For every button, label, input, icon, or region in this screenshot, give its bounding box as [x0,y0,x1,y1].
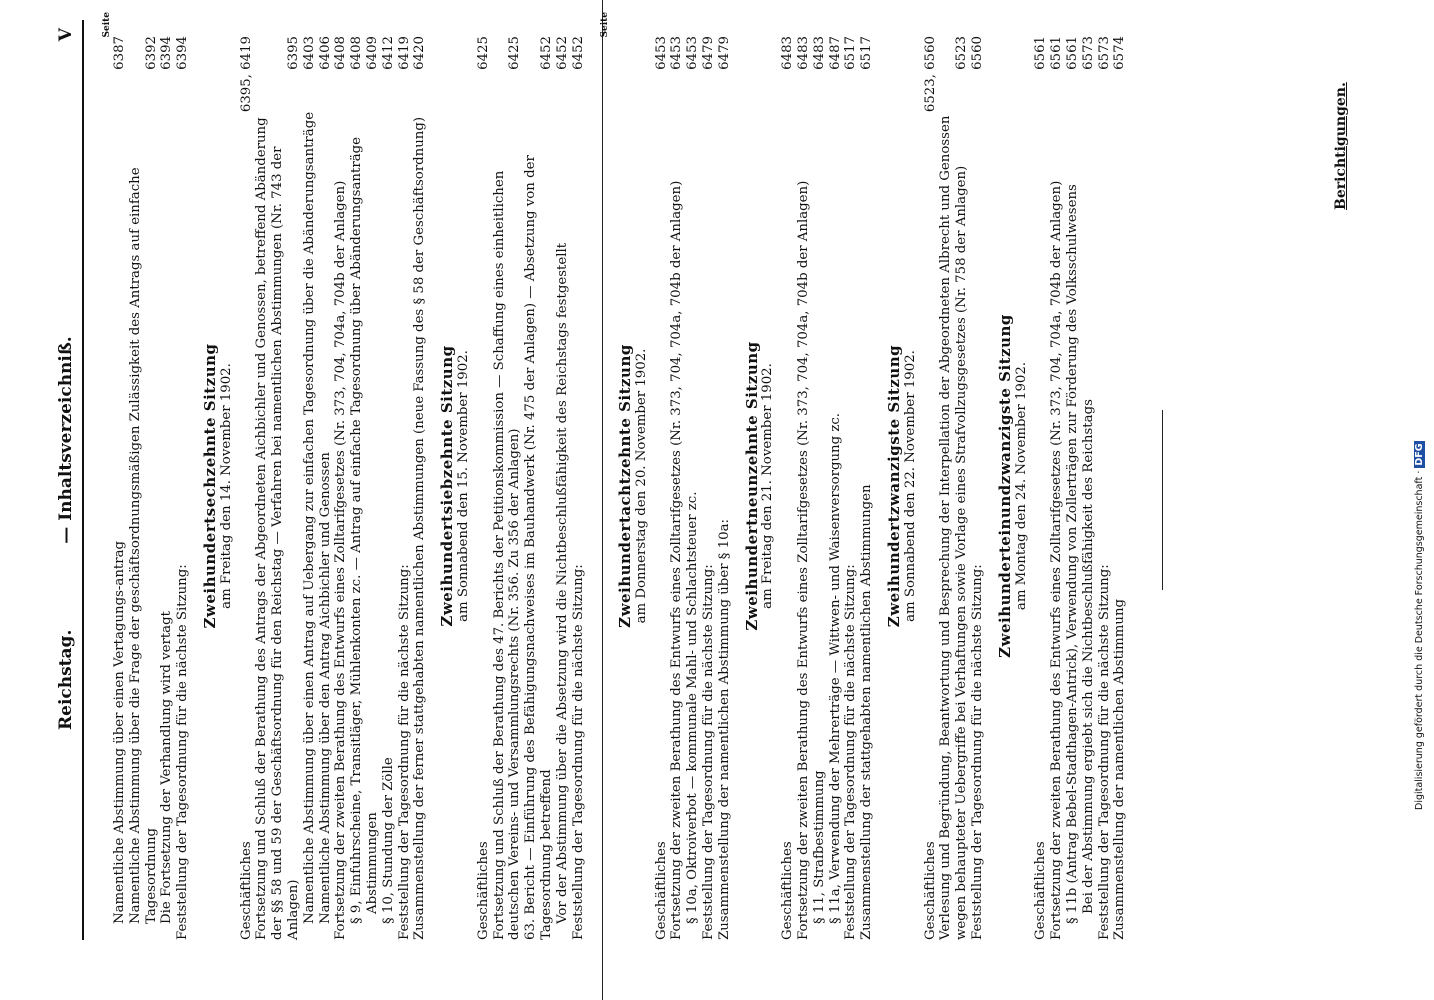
toc-entry: Namentliche Abstimmung über einen Antrag auf Uebergang zur einfachen Tagesordnung über die Abänderungsanträge 6403 [301,36,317,924]
seite-label: Seite [102,12,112,38]
session-heading: Zweihundertachtzehnte Sitzung am Donnerstag den 20. November 1902. [616,344,649,628]
toc-entry: Die Fortsetzung der Verhandlung wird vertagt 6394 [159,36,175,924]
digitization-credit: Digitalisierung gefördert durch die Deutsche Forschungsgemeinschaft · DFG [1414,443,1425,810]
toc-entry: Geschäftliches 6523, 6560 [922,36,938,940]
toc-entry: Fortsetzung und Schluß der Berathung des 47. Berichts der Petitionskommission — Schaffung eines einheitlichen deutschen Vereins- und Versammlungsrechts (Nr. 356. Zu 356 der Anlagen) 6425 [491,36,523,940]
toc-entry: § 11b (Antrag Bebel-Stadthagen-Antrick), Verwendung von Zollerträgen zur Förderung des Volksschulwesens 6561 [1064,36,1080,924]
toc-entry: Geschäftliches 6425 [475,36,491,940]
header-left: Reichstag. [56,629,76,730]
header-rule [82,20,84,940]
toc-entry: Feststellung der Tagesordnung für die nächste Sitzung: 6452 [570,36,586,940]
toc-entry: Fortsetzung der zweiten Berathung des Entwurfs eines Zolltarifgesetzes (Nr. 373, 704, 704a, 704b der Anlagen) 6561 [1049,36,1065,940]
toc-entry: § 10, Stundung der Zölle 6412 [380,36,396,924]
header-center: — Inhaltsverzeichniß. [56,336,76,544]
seite-label: Seite [600,12,610,38]
berichtigungen-heading: Berichtigungen. [1333,82,1349,210]
dfg-logo: DFG [1414,443,1425,466]
column-separator [602,0,603,1000]
session-heading: Zweihundertzwanzigste Sitzung am Sonnabend den 22. November 1902. [884,344,918,628]
toc-entry: Fortsetzung der zweiten Berathung des Entwurfs eines Zolltarifgesetzes (Nr. 373, 704, 704a, 704b der Anlagen) 6483 [795,36,811,940]
session-heading: Zweihundertsechzehnte Sitzung am Freitag den 14. November 1902. [200,343,234,629]
margin-rule [1162,410,1163,590]
toc-entry: Zusammenstellung der ferner stattgehabten namentlichen Abstimmungen (neue Fassung des § 58 der Geschäftsordnung) 6420 [412,36,428,940]
toc-entry: Geschäftliches 6395, 6419 [238,36,254,940]
toc-entry: Namentliche Abstimmung über einen Vertagungs-antrag 6387 [112,36,127,924]
toc-entry: Namentliche Abstimmung über den Antrag Aichbichler und Genossen 6406 [317,36,333,924]
toc-entry: Feststellung der Tagesordnung für die nächste Sitzung: 6419 [396,36,412,940]
session-heading: Zweihundertsiebzehnte Sitzung am Sonnabend den 15. November 1902. [438,345,471,627]
session-heading: Zweihunderteinundzwanzigste Sitzung am Montag den 24. November 1902. [995,314,1029,658]
toc-entry: Feststellung der Tagesordnung für die nächste Sitzung: 6560 [969,36,985,940]
page-number: V [56,28,76,42]
toc-entry: § 11a, Verwendung der Mehrerträge — Wittwen- und Waisenversorgung zc. 6487 [827,36,843,924]
toc-entry: § 11, Strafbestimmung 6483 [811,36,827,924]
toc-entry: Zusammenstellung der stattgehabten namentlichen Abstimmungen 6517 [859,36,875,940]
toc-entry: Verlesung und Begründung, Beantwortung und Besprechung der Interpellation der Abgeordneten Albrecht und Genossen wegen behaupteter Uebergriffe bei Verhaftungen sowie Vorlage eines Strafvollzugsgesetzes (Nr. 758 der Anlagen) 6523 [938,36,970,940]
toc-entry: Fortsetzung der zweiten Berathung des Entwurfs eines Zolltarifgesetzes (Nr. 373, 704, 704a, 704b der Anlagen) 6453 [669,36,685,940]
toc-entry: Geschäftliches 6483 [780,36,796,940]
toc-entry: Feststellung der Tagesordnung für die nächste Sitzung: 6479 [700,36,716,940]
toc-entry: Feststellung der Tagesordnung für die nächste Sitzung: 6573 [1096,36,1112,940]
toc-entry: Vor der Abstimmung über die Absetzung wird die Nichtbeschlußfähigkeit des Reichstags festgestellt 6452 [554,36,570,924]
toc-entry: Zusammenstellung der namentlichen Abstimmung über § 10a: 6479 [716,36,732,940]
toc-entry: Fortsetzung der zweiten Berathung des Entwurfs eines Zolltarifgesetzes (Nr. 373, 704, 704a, 704b der Anlagen) 6408 [333,36,349,940]
toc-entry: Abstimmungen 6409 [364,36,380,914]
toc-entry: § 10a, Oktroiverbot — kommunale Mahl- und Schlachtsteuer zc. 6453 [685,36,701,924]
toc-entry: Geschäftliches 6561 [1033,36,1049,940]
column-right [600,12,1128,940]
toc-entry: Feststellung der Tagesordnung für die nächste Sitzung: 6517 [843,36,859,940]
toc-entry: Namentliche Abstimmung über die Frage der geschäftsordnungsmäßigen Zulässigkeit des Antrags auf einfache Tagesordnung 6392 [127,36,159,924]
column-left [100,12,586,940]
toc-entry: Geschäftliches 6453 [653,36,669,940]
running-header [56,20,80,940]
toc-entry: Fortsetzung und Schluß der Berathung des Antrags der Abgeordneten Aichbichler und Genossen, betreffend Abänderung der §§ 58 und 59 der Geschäftsordnung für den Reichstag — Verfahren bei namentlichen Abstimmungen (Nr. 743 der Anlagen) 6395 [254,36,301,940]
toc-entry: Bei der Abstimmung ergiebt sich die Nichtbeschlußfähigkeit des Reichstags 6573 [1080,36,1096,914]
toc-entry: Feststellung der Tagesordnung für die nächste Sitzung: 6394 [175,36,191,940]
toc-entry: § 9, Einfuhrscheine, Transitläger, Mühlenkonten zc. — Antrag auf einfache Tagesordnung über Abänderungsanträge 6408 [349,36,365,924]
session-heading: Zweihundertneunzehnte Sitzung am Freitag den 21. November 1902. [742,341,776,631]
toc-entry: 63. Bericht — Einführung des Befähigungsnachweises im Bauhandwerk (Nr. 475 der Anlagen) — Absetzung von der Tagesordnung betreffend 6452 [523,36,554,940]
toc-entry: Zusammenstellung der namentlichen Abstimmung 6574 [1112,36,1128,940]
